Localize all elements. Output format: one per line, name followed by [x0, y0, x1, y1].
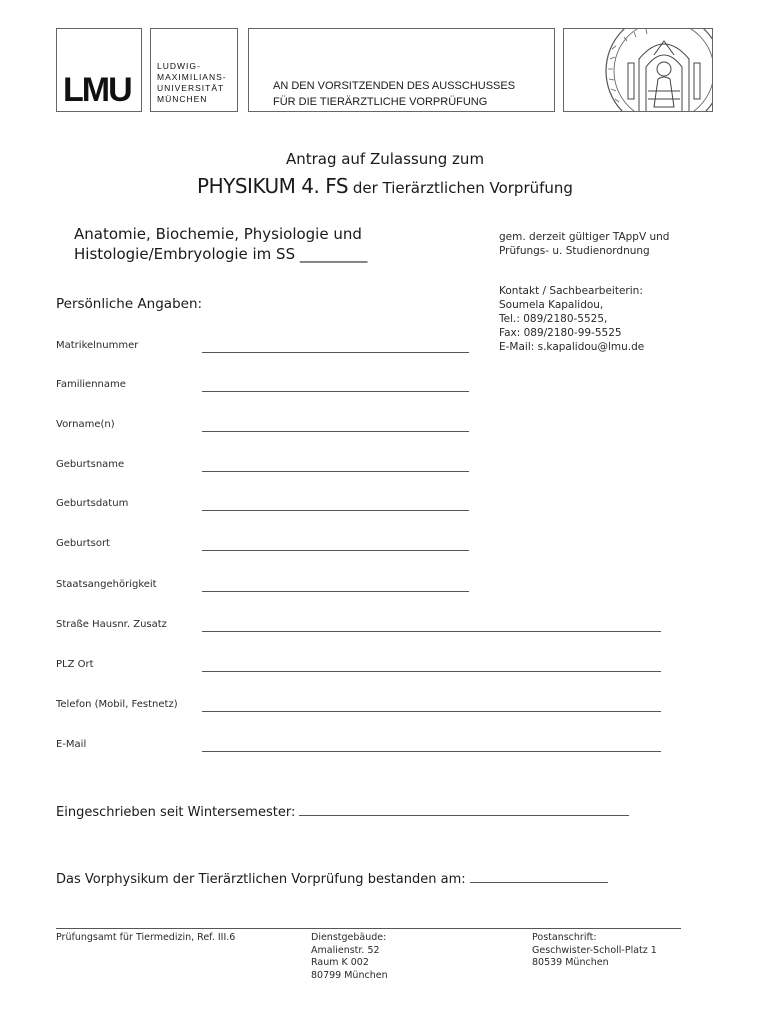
contact-line: Kontakt / Sachbearbeiterin:: [499, 285, 643, 297]
field-label: Staatsangehörigkeit: [56, 579, 157, 590]
field-input-line[interactable]: [202, 431, 469, 432]
addressee-line: AN DEN VORSITZENDEN DES AUSSCHUSSES: [273, 80, 516, 92]
lmu-logo: [56, 28, 142, 112]
seal-icon: [564, 29, 713, 112]
footer-line: Prüfungsamt für Tiermedizin, Ref. III.6: [56, 932, 236, 943]
footer-line: Dienstgebäude:: [311, 932, 387, 943]
legal-note-line: Prüfungs- u. Studienordnung: [499, 245, 650, 257]
subjects-line: Anatomie, Biochemie, Physiologie und: [74, 225, 362, 243]
question-vorphysikum: [56, 870, 608, 887]
field-input-line[interactable]: [202, 471, 469, 472]
field-label: Familienname: [56, 379, 126, 390]
footer-line: 80799 München: [311, 969, 388, 981]
footer-line: Geschwister-Scholl-Platz 1: [532, 944, 657, 956]
field-label: Vorname(n): [56, 419, 115, 430]
field-label: Geburtsort: [56, 538, 110, 549]
university-name-box: [150, 28, 238, 112]
addressee-line: FÜR DIE TIERÄRZTLICHE VORPRÜFUNG: [273, 96, 488, 108]
footer-line: 80539 München: [532, 957, 609, 968]
field-input-line[interactable]: [202, 352, 469, 353]
footer-line: Postanschrift:: [532, 932, 597, 943]
legal-note: [499, 230, 669, 258]
footer-office: [56, 932, 235, 945]
field-input-line[interactable]: [202, 631, 661, 632]
wintersemester-input-line[interactable]: [299, 803, 629, 816]
form-title-line2: [0, 174, 770, 198]
addressee-text: [273, 78, 515, 110]
university-line: UNIVERSITÄT: [157, 83, 225, 93]
contact-line: Tel.: 089/2180-5525,: [499, 313, 608, 325]
field-input-line[interactable]: [202, 711, 661, 712]
footer-postal: [532, 932, 657, 970]
question-wintersemester: [56, 803, 629, 820]
footer-line: Amalienstr. 52: [311, 944, 380, 956]
logo-text: LMU: [63, 71, 131, 109]
footer-line: Raum K 002: [311, 957, 369, 968]
footer-divider: [56, 928, 681, 929]
form-title-rest: der Tierärztlichen Vorprüfung: [348, 179, 573, 197]
field-input-line[interactable]: [202, 591, 469, 592]
field-label: Geburtsdatum: [56, 498, 129, 509]
footer-building: [311, 932, 388, 982]
subjects-line: Histologie/Embryologie im SS _________: [74, 245, 368, 263]
question-label: Eingeschrieben seit Wintersemester:: [56, 805, 296, 820]
addressee-box: [248, 28, 555, 112]
field-input-line[interactable]: [202, 391, 469, 392]
form-title-main: PHYSIKUM 4. FS: [197, 174, 349, 198]
field-label: E-Mail: [56, 739, 87, 750]
university-line: LUDWIG-: [157, 61, 201, 71]
contact-line: Soumela Kapalidou,: [499, 299, 604, 311]
field-input-line[interactable]: [202, 510, 469, 511]
field-label: Matrikelnummer: [56, 340, 139, 351]
field-label: Telefon (Mobil, Festnetz): [56, 699, 178, 710]
university-seal: [563, 28, 713, 112]
contact-line: Fax: 089/2180-99-5525: [499, 327, 622, 339]
question-label: Das Vorphysikum der Tierärztlichen Vorprüfung bestanden am:: [56, 872, 466, 887]
vorphysikum-date-input-line[interactable]: [470, 870, 608, 883]
section-title: Persönliche Angaben:: [56, 296, 203, 312]
field-input-line[interactable]: [202, 550, 469, 551]
field-label: Geburtsname: [56, 459, 125, 470]
field-input-line[interactable]: [202, 671, 661, 672]
field-label: PLZ Ort: [56, 659, 94, 670]
university-line: MÜNCHEN: [157, 94, 208, 104]
contact-info: [499, 284, 644, 354]
form-title-line1: Antrag auf Zulassung zum: [285, 150, 485, 168]
field-input-line[interactable]: [202, 751, 661, 752]
contact-email[interactable]: E-Mail: s.kapalidou@lmu.de: [499, 341, 645, 353]
university-name: [157, 61, 227, 105]
legal-note-line: gem. derzeit gültiger TAppV und: [499, 231, 670, 243]
university-line: MAXIMILIANS-: [157, 72, 227, 82]
field-label: Straße Hausnr. Zusatz: [56, 619, 167, 630]
subjects: [74, 224, 367, 264]
